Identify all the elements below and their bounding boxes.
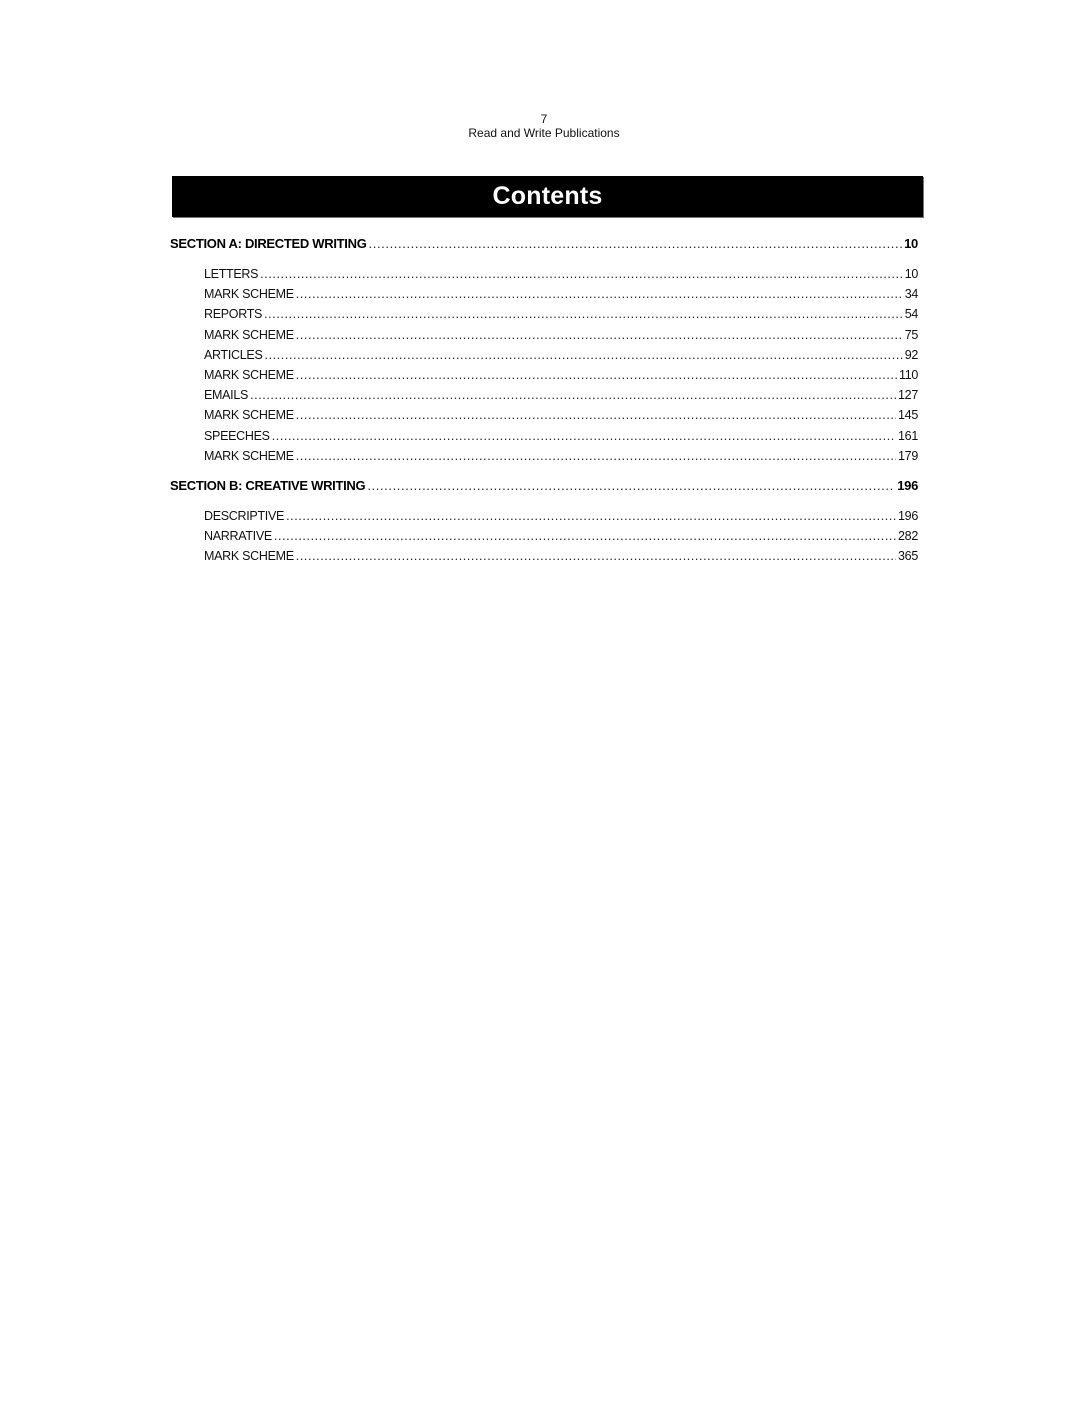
item-page-number: 54 (904, 307, 918, 322)
item-label: LETTERS (204, 267, 259, 281)
page-number: 7 (540, 112, 548, 126)
dot-leader (369, 234, 903, 254)
item-label: MARK SCHEME (204, 367, 294, 382)
contents-title: Contents (492, 182, 603, 210)
dot-leader (296, 325, 903, 345)
dot-leader (296, 546, 896, 566)
item-page-number: 161 (898, 428, 918, 443)
table-of-contents (170, 234, 918, 576)
toc-item[interactable] (204, 405, 918, 425)
toc-item[interactable] (204, 446, 918, 466)
item-label: REPORTS (204, 307, 263, 322)
dot-leader (274, 526, 896, 546)
section-label: SECTION A: DIRECTED WRITING (170, 236, 367, 251)
dot-leader (296, 284, 903, 304)
item-label: MARK SCHEME (204, 408, 294, 423)
section-page-number: 10 (904, 236, 918, 251)
section-b-items (170, 496, 918, 577)
contents-title-bar (172, 176, 923, 217)
toc-item[interactable] (204, 526, 918, 546)
item-page-number: 10 (904, 267, 918, 281)
dot-leader (260, 264, 903, 284)
item-label: MARK SCHEME (204, 287, 294, 302)
toc-item[interactable] (204, 385, 918, 405)
item-page-number: 75 (904, 327, 918, 342)
item-page-number: 365 (898, 549, 918, 564)
dot-leader (265, 345, 903, 365)
toc-item[interactable] (204, 264, 918, 284)
toc-item[interactable] (204, 304, 918, 324)
item-page-number: 145 (898, 408, 918, 423)
toc-item[interactable] (204, 426, 918, 446)
item-page-number: 110 (898, 367, 918, 382)
dot-leader (264, 304, 903, 324)
item-label: MARK SCHEME (204, 448, 294, 463)
toc-item[interactable] (204, 365, 918, 385)
toc-item[interactable] (204, 325, 918, 345)
dot-leader (367, 476, 895, 496)
item-page-number: 196 (898, 508, 918, 523)
section-label: SECTION B: CREATIVE WRITING (170, 477, 366, 493)
toc-item[interactable] (204, 284, 918, 304)
dot-leader (286, 506, 896, 526)
item-label: MARK SCHEME (204, 549, 294, 564)
item-page-number: 127 (898, 388, 918, 403)
page-header (0, 112, 1088, 140)
item-label: EMAILS (204, 388, 249, 403)
dot-leader (296, 405, 896, 425)
item-label: ARTICLES (204, 347, 263, 362)
item-page-number: 179 (898, 448, 918, 463)
publisher-name: Read and Write Publications (468, 126, 620, 140)
item-label: DESCRIPTIVE (204, 508, 285, 523)
item-page-number: 282 (898, 529, 918, 544)
section-page-number: 196 (897, 477, 918, 493)
toc-item[interactable] (204, 506, 918, 526)
dot-leader (272, 426, 896, 446)
item-label: SPEECHES (204, 428, 270, 443)
section-a-items (170, 254, 918, 476)
item-page-number: 34 (904, 287, 918, 302)
toc-item[interactable] (204, 345, 918, 365)
dot-leader (250, 385, 896, 405)
item-page-number: 92 (904, 347, 918, 362)
dot-leader (296, 365, 897, 385)
item-label: NARRATIVE (204, 529, 272, 544)
item-label: MARK SCHEME (204, 327, 294, 342)
toc-section-b[interactable] (170, 476, 918, 496)
dot-leader (296, 446, 896, 466)
toc-item[interactable] (204, 546, 918, 566)
toc-section-a[interactable] (170, 234, 918, 254)
